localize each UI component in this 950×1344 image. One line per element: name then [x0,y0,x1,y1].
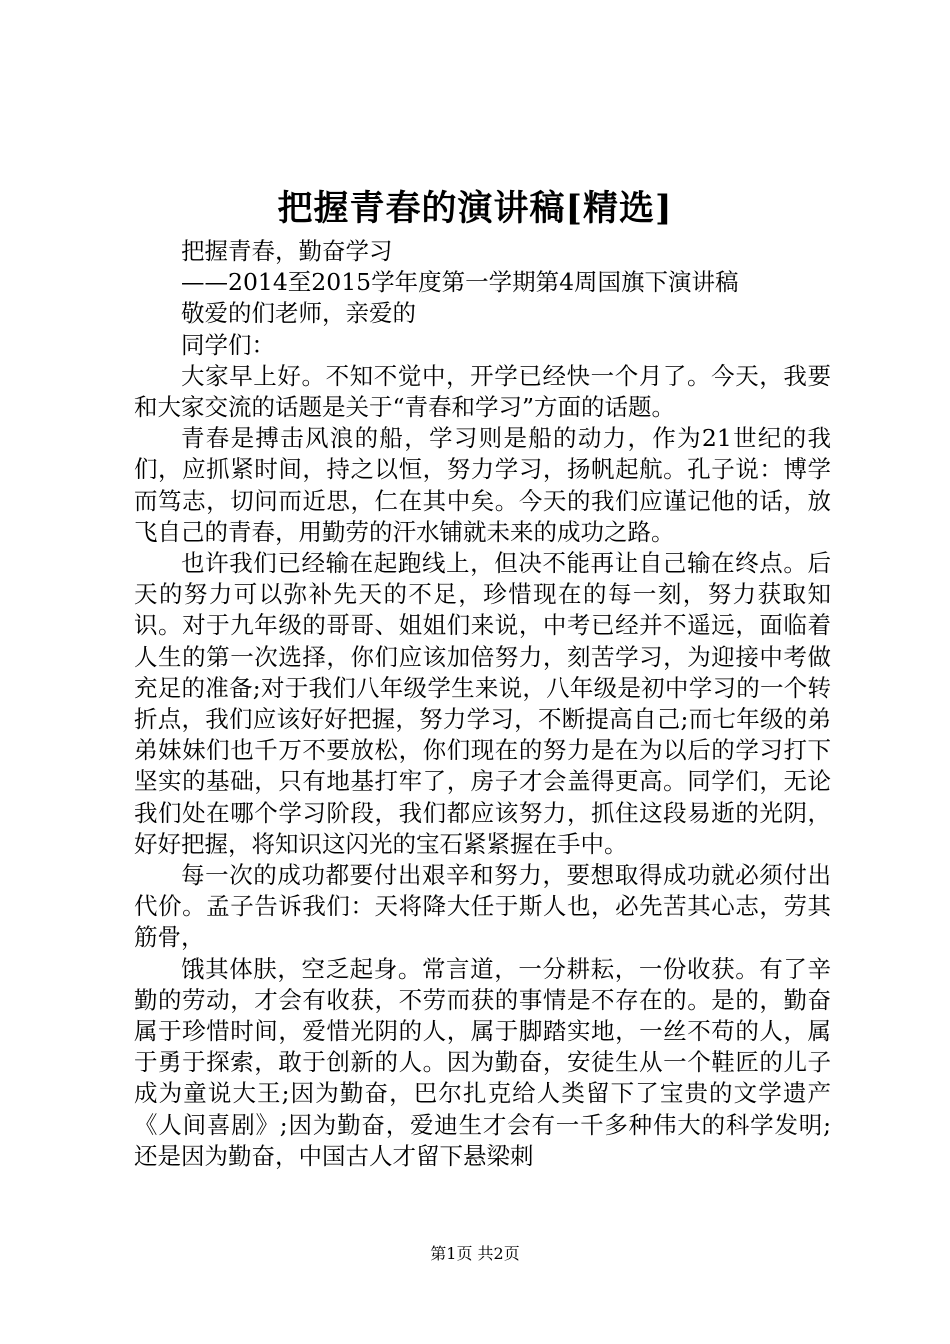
body-paragraph: 每一次的成功都要付出艰辛和努力，要想取得成功就必须付出代价。孟子告诉我们：天将降大任于斯人也，必先苦其心志，劳其筋骨， [134,861,831,952]
salutation-line: 敬爱的们老师，亲爱的 [181,299,416,328]
salutation-line-continued: 同学们： [181,330,275,359]
body-paragraph: 饿其体肤，空乏起身。常言道，一分耕耘，一份收获。有了辛勤的劳动，才会有收获，不劳而获的事情是不存在的。是的，勤奋属于珍惜时间，爱惜光阴的人，属于脚踏实地，一丝不苟的人，属于勇于探索，敢于创新的人。因为勤奋，安徒生从一个鞋匠的儿子成为童说大王;因为勤奋，巴尔扎克给人类留下了宝贵的文学遗产《人间喜剧》;因为勤奋，爱迪生才会有一千多种伟大的科学发明;还是因为勤奋，中国古人才留下悬梁刺 [134,954,831,1170]
subtitle-source-line: ——2014至2015学年度第一学期第4周国旗下演讲稿 [181,268,739,297]
document-body [134,236,831,1172]
body-paragraph: 也许我们已经输在起跑线上，但决不能再让自己输在终点。后天的努力可以弥补先天的不足，珍惜现在的每一刻，努力获取知识。对于九年级的哥哥、姐姐们来说，中考已经并不遥远，面临着人生的第一次选择，你们应该加倍努力，刻苦学习，为迎接中考做充足的准备;对于我们八年级学生来说，八年级是初中学习的一个转折点，我们应该好好把握，努力学习，不断提高自己;而七年级的弟弟妹妹们也千万不要放松，你们现在的努力是在为以后的学习打下坚实的基础，只有地基打牢了，房子才会盖得更高。同学们，无论我们处在哪个学习阶段，我们都应该努力，抓住这段易逝的光阴，好好把握，将知识这闪光的宝石紧紧握在手中。 [134,549,831,858]
subtitle-line: 把握青春，勤奋学习 [181,237,393,265]
document-title: 把握青春的演讲稿[精选] [277,188,673,229]
page-number: 第1页 共2页 [430,1244,520,1263]
body-paragraph: 大家早上好。不知不觉中，开学已经快一个月了。今天，我要和大家交流的话题是关于“青春和学习”方面的话题。 [134,361,831,422]
body-paragraph: 青春是搏击风浪的船，学习则是船的动力，作为21世纪的我们，应抓紧时间，持之以恒，努力学习，扬帆起航。孔子说：博学而笃志，切问而近思，仁在其中矣。今天的我们应谨记他的话，放飞自己的青春，用勤劳的汗水铺就未来的成功之路。 [134,424,831,546]
